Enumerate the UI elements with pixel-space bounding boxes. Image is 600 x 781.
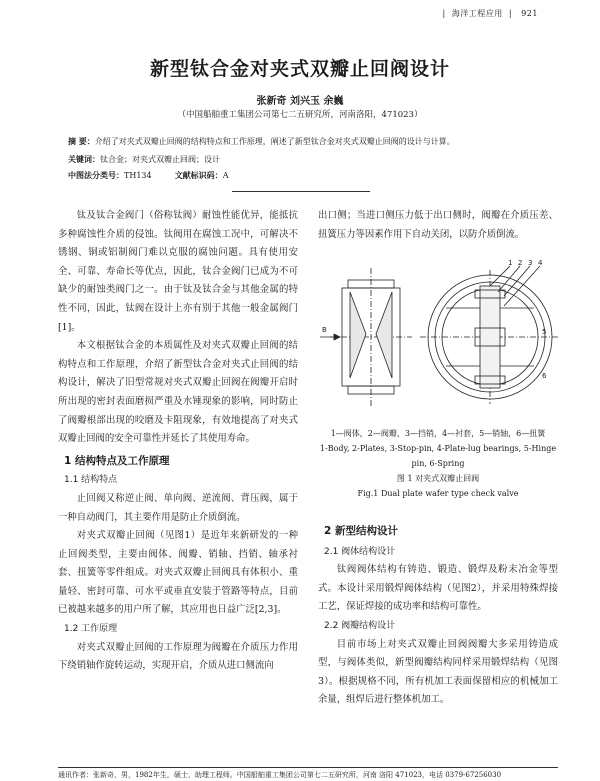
- section-1-1-heading: 1.1 结构特点: [64, 475, 118, 486]
- abstract: [68, 136, 538, 148]
- keywords-label: 关键词：: [68, 155, 100, 164]
- plate-left-section: [350, 292, 366, 378]
- figure-caption-en: Fig.1 Dual plate wafer type check valve: [357, 489, 519, 498]
- section-2-1-heading: 2.1 阀体结构设计: [324, 546, 396, 557]
- clc-label: 中图法分类号：: [68, 171, 124, 180]
- callout-5: 5: [542, 328, 547, 336]
- doc-code-value: A: [222, 171, 229, 180]
- page-number: 921: [521, 9, 538, 18]
- right-column-section-2: [318, 520, 558, 710]
- paper-title: 新型钛合金对夹式双瓣止回阀设计: [149, 58, 450, 80]
- section-2-2-paragraph: 目前市场上对夹式双瓣止回阀阀瓣大多采用铸造成型，与阀体类似，新型阀瓣结构同样采用锻焊结构（见图3）。根据规格不同，所有机加工表面保留相应的机械加工余量，组焊后进行整体机加工。: [318, 638, 558, 706]
- flow-arrow-head: [334, 334, 340, 340]
- section-1-1-paragraph-1: 止回阀又称逆止阀、单向阀、逆流阀、背压阀，属于一种自动阀门，其主要作用是防止介质倒流。: [58, 492, 298, 523]
- callout-1: 1: [508, 259, 513, 267]
- keywords: [68, 154, 538, 166]
- affiliation: （中国船舶重工集团公司第七二五研究所，河南洛阳，471023）: [177, 110, 423, 120]
- section-2-2-heading: 2.2 阀瓣结构设计: [324, 620, 396, 631]
- callout-3: 3: [528, 259, 533, 267]
- journal-name: 海洋工程应用: [451, 9, 503, 18]
- continued-text: 出口侧；当进口侧压力低于出口侧时，阀瓣在介质压差、扭簧压力等因素作用下自动关闭，以防介质倒流。: [318, 210, 558, 240]
- figure-1-drawing: [320, 258, 558, 418]
- intro-paragraph-1: 钛及钛合金阀门（俗称钛阀）耐蚀性能优异，能抵抗多种腐蚀性介质的侵蚀。钛阀用在腐蚀工况中，可解决不锈钢、铜或铝制阀门难以克服的腐蚀问题。具有使用安全、可靠、寿命长等优点，因此，钛合金阀门已成为不可缺少的耐蚀类阀门之一。由于钛及钛合金与其他金属的特性不同，因此，钛阀在设计上亦有别于其他一般金属阀门[1]。: [58, 210, 298, 333]
- abstract-text: 介绍了对夹式双瓣止回阀的结构特点和工作原理，阐述了新型钛合金对夹式双瓣止回阀的设计与计算。: [94, 137, 455, 146]
- keywords-text: 钛合金；对夹式双瓣止回阀；设计: [100, 155, 220, 164]
- section-1-2-heading: 1.2 工作原理: [64, 624, 118, 635]
- callout-2: 2: [518, 259, 523, 267]
- doc-code-label: 文献标识码：: [174, 171, 223, 180]
- figure-legend-cn: 1—阀体，2—阀瓣，3—挡销，4—衬套，5—销轴，6—扭簧: [330, 429, 546, 438]
- figure-caption-cn: 图 1 对夹式双瓣止回阀: [396, 474, 480, 483]
- clc-value: TH134: [124, 171, 152, 180]
- callout-4: 4: [538, 259, 543, 267]
- authors: 张新奇 刘兴玉 余巍: [256, 96, 344, 107]
- left-column: [58, 207, 298, 676]
- flow-label: B: [322, 326, 327, 334]
- section-1-1-paragraph-2: 对夹式双瓣止回阀（见图1）是近年来新研发的一种止回阀类型，主要由阀体、阀瓣、销轴、挡销、轴承衬套、扭簧等零件组成。对夹式双瓣止回阀具有体积小、重量轻、密封可靠、可水平或垂直安装于管路等特点，目前已被越来越多的用户所了解，其应用也日益广泛[2,3]。: [58, 530, 298, 616]
- intro-paragraph-2: 本文根据钛合金的本质属性及对夹式双瓣止回阀的结构特点和工作原理，介绍了新型钛合金对夹式止回阀的结构设计，解决了旧型常规对夹式双瓣止回阀在阀瓣开启时所出现的密封表面磨损严重及水锤现象的影响，同时防止了阀瓣根部出现的咬磨及卡阻现象，有效地提高了对夹式双瓣止回阀的安全可靠性并延长了其使用寿命。: [58, 340, 298, 445]
- figure-legend-en: 1-Body, 2-Plates, 3-Stop-pin, 4-Plate-lug bearings, 5-Hinge pin, 6-Spring: [319, 444, 557, 468]
- section-1-2-paragraph: 对夹式双瓣止回阀的工作原理为阀瓣在介质压力作用下绕销轴作旋转运动，实现开启，介质从进口侧流向: [58, 641, 298, 672]
- abstract-label: 摘 要：: [68, 137, 95, 146]
- continued-paragraph: [318, 207, 558, 244]
- section-1-heading: 1 结构特点及工作原理: [64, 454, 170, 467]
- section-2-1-paragraph: 钛阀阀体结构有铸造、锻造、锻焊及粉末冶金等型式。本设计采用锻焊阀体结构（见图2），并采用特殊焊接工艺，保证焊接的成功率和结构可靠性。: [318, 564, 558, 613]
- footnote: 通讯作者：张新奇，男，1982年生，硕士，助理工程师。中国船舶重工集团公司第七二五研究所，河南 洛阳 471023，电话 0379-67256030: [58, 767, 558, 780]
- classification: [68, 170, 538, 182]
- plate-right-section: [376, 292, 392, 378]
- leader-4: [504, 266, 540, 306]
- leader-2: [498, 266, 520, 292]
- header-divider: [232, 191, 370, 192]
- section-2-heading: 2 新型结构设计: [324, 525, 398, 537]
- hinge-pin: [480, 286, 500, 388]
- figure-1-caption: [318, 426, 558, 501]
- running-header: | 海洋工程应用 | 921: [442, 9, 538, 18]
- callout-6: 6: [542, 372, 547, 380]
